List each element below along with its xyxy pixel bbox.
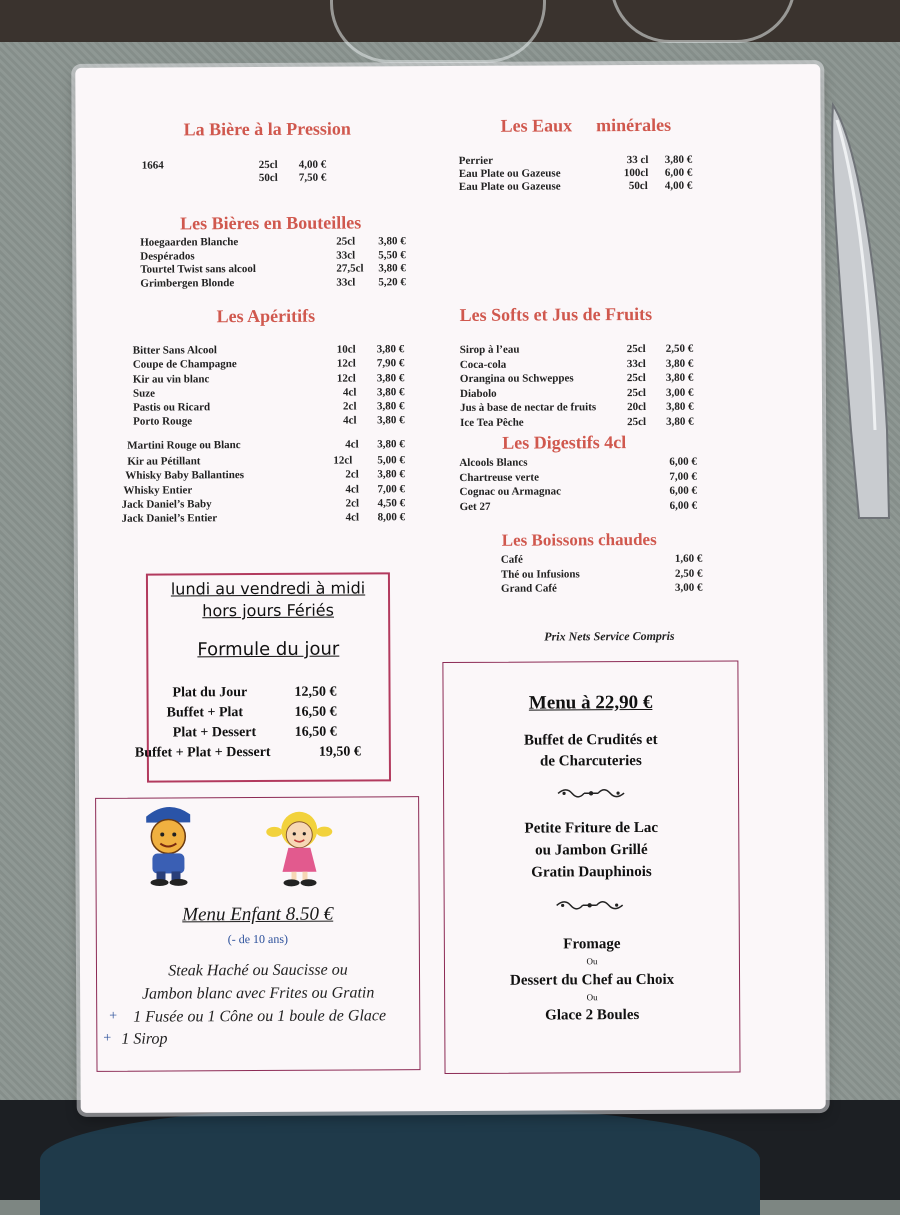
item-name: Jack Daniel’s Entier bbox=[121, 512, 218, 525]
item-name: Coupe de Champagne bbox=[132, 358, 237, 371]
item-price: 4,50 € bbox=[377, 497, 406, 510]
list-item bbox=[135, 704, 385, 721]
menu-2290-dessert: Dessert du Chef au Choix bbox=[509, 971, 675, 989]
item-name: Orangina ou Schweppes bbox=[459, 372, 574, 385]
girl-illustration-icon bbox=[264, 808, 334, 888]
item-name: Get 27 bbox=[459, 500, 491, 513]
item-size: 33cl bbox=[626, 357, 646, 370]
item-price: 5,20 € bbox=[378, 275, 406, 288]
item-price: 3,80 € bbox=[665, 371, 694, 384]
item-name: Grimbergen Blonde bbox=[140, 276, 235, 290]
item-size: 4cl bbox=[345, 483, 359, 496]
item-size: 4cl bbox=[343, 414, 357, 427]
item-size: 33cl bbox=[336, 275, 356, 289]
list-item bbox=[134, 744, 385, 761]
section-title-softs: Les Softs et Jus de Fruits bbox=[459, 303, 653, 325]
item-price: 3,80 € bbox=[376, 343, 405, 356]
item-name: Thé ou Infusions bbox=[500, 567, 580, 581]
list-item bbox=[135, 724, 385, 741]
item-price: 5,50 € bbox=[378, 248, 406, 261]
list-item: Eau Plate ou Gazeuse 50cl 4,00 € bbox=[458, 179, 693, 193]
item-price: 12,50 € bbox=[294, 684, 337, 700]
item-name: Tourtel Twist sans alcool bbox=[140, 263, 256, 276]
menu-enfant-box bbox=[95, 796, 420, 1072]
item-name: Porto Rouge bbox=[133, 415, 193, 428]
item-name: Coca-cola bbox=[459, 358, 507, 371]
item-price: 3,80 € bbox=[376, 386, 405, 399]
ornament-divider-icon bbox=[555, 898, 625, 912]
item-name: Buffet + Plat bbox=[166, 705, 244, 721]
list-item bbox=[459, 499, 730, 513]
item-name: Cognac ou Armagnac bbox=[459, 485, 561, 498]
item-price: 3,80 € bbox=[378, 235, 406, 248]
item-name: Plat + Dessert bbox=[172, 725, 257, 741]
item-name: Whisky Entier bbox=[123, 484, 193, 497]
item-price: 7,00 € bbox=[669, 470, 697, 483]
section-title-aperitifs: Les Apéritifs bbox=[216, 305, 316, 327]
list-item bbox=[127, 438, 433, 452]
item-size: 20cl bbox=[627, 400, 647, 414]
diner-sweater bbox=[40, 1105, 760, 1215]
item-price: 3,80 € bbox=[377, 468, 405, 481]
list-item bbox=[500, 552, 741, 566]
menu-enfant-line1: Steak Haché ou Saucisse ou bbox=[168, 961, 348, 980]
menu-2290-glace: Glace 2 Boules bbox=[545, 1007, 640, 1024]
plus-sign: + bbox=[109, 1008, 118, 1024]
list-item bbox=[459, 342, 730, 356]
list-item bbox=[132, 357, 433, 371]
item-price: 16,50 € bbox=[294, 704, 337, 720]
list-item bbox=[459, 470, 729, 484]
menu-2290-title: Menu à 22,90 € bbox=[528, 691, 653, 714]
list-item bbox=[132, 343, 433, 357]
section-title-eaux: Les Eaux minérales bbox=[500, 114, 672, 136]
item-name: Kir au Pétillant bbox=[127, 455, 201, 468]
formule-du-jour-box bbox=[134, 572, 391, 782]
item-name: Pastis ou Ricard bbox=[133, 401, 211, 414]
list-item bbox=[459, 484, 729, 498]
menu-2290-starter-1: Buffet de Crudités et bbox=[523, 731, 658, 749]
boy-illustration-icon bbox=[138, 802, 200, 886]
item-price: 3,80 € bbox=[376, 372, 405, 385]
list-item bbox=[459, 386, 730, 400]
item-name: Whisky Baby Ballantines bbox=[125, 469, 245, 482]
section-title-digestifs: Les Digestifs 4cl bbox=[502, 432, 627, 453]
item-size: 12cl bbox=[336, 357, 356, 370]
menu-2290-starter-2: de Charcuteries bbox=[539, 753, 642, 770]
item-size: 4cl bbox=[345, 511, 360, 524]
item-price: 5,00 € bbox=[377, 454, 405, 467]
item-price: 8,00 € bbox=[377, 511, 406, 524]
item-name: Martini Rouge ou Blanc bbox=[127, 439, 241, 452]
item-price: 19,50 € bbox=[318, 744, 361, 760]
menu-2290-main-3: Gratin Dauphinois bbox=[531, 863, 652, 881]
menu-2290-fromage: Fromage bbox=[563, 936, 621, 953]
ornament-divider-icon bbox=[556, 786, 626, 800]
list-item: Perrier 33 cl 3,80 € bbox=[458, 153, 693, 167]
menu-2290-ou-2: Ou bbox=[586, 992, 598, 1003]
list-item: Eau Plate ou Gazeuse 100cl 6,00 € bbox=[458, 166, 693, 180]
list-item bbox=[123, 483, 433, 497]
item-name: Jack Daniel’s Baby bbox=[121, 498, 212, 511]
item-size: 12cl bbox=[333, 454, 353, 467]
item-size: 2cl bbox=[345, 497, 360, 510]
list-item bbox=[500, 567, 741, 581]
item-size: 4cl bbox=[342, 386, 357, 399]
section-title-boissons-chaudes: Les Boissons chaudes bbox=[501, 529, 657, 550]
list-item bbox=[140, 262, 420, 276]
list-item bbox=[140, 248, 420, 263]
list-item: 1664 25cl 4,00 € bbox=[141, 158, 327, 172]
item-size: 2cl bbox=[343, 400, 357, 413]
item-size: 4cl bbox=[345, 438, 359, 451]
item-price: 7,00 € bbox=[377, 483, 406, 496]
item-name: Buffet + Plat + Dessert bbox=[134, 744, 271, 761]
menu-sheet bbox=[75, 64, 825, 1113]
item-price: 1,60 € bbox=[674, 552, 703, 565]
menu-enfant-extra2: 1 Sirop bbox=[121, 1030, 168, 1048]
item-price: 6,00 € bbox=[669, 484, 698, 497]
item-name: Grand Café bbox=[500, 582, 557, 595]
item-price: 3,00 € bbox=[674, 581, 703, 594]
list-item bbox=[459, 455, 729, 469]
list-item bbox=[459, 357, 730, 371]
menu-2290-main-2: ou Jambon Grillé bbox=[535, 841, 648, 859]
item-price: 3,80 € bbox=[665, 357, 694, 370]
item-price: 3,80 € bbox=[378, 262, 406, 275]
item-size: 33cl bbox=[336, 248, 356, 262]
item-name: Chartreuse verte bbox=[459, 471, 539, 484]
item-price: 3,80 € bbox=[377, 414, 405, 427]
knife-icon bbox=[815, 100, 895, 520]
item-name: Hoegaarden Blanche bbox=[140, 236, 239, 249]
item-name: Ice Tea Pêche bbox=[460, 416, 524, 429]
plus-sign: + bbox=[103, 1030, 112, 1046]
list-item bbox=[500, 581, 741, 595]
item-name: Sirop à l’eau bbox=[459, 343, 520, 356]
item-size: 25cl bbox=[627, 415, 647, 428]
item-price: 2,50 € bbox=[674, 567, 703, 580]
list-item bbox=[460, 415, 730, 429]
prix-nets-note: Prix Nets Service Compris bbox=[544, 628, 675, 644]
list-item bbox=[460, 400, 730, 414]
menu-2290-main-1: Petite Friture de Lac bbox=[524, 819, 659, 837]
item-price: 3,80 € bbox=[666, 415, 694, 428]
item-price: 6,00 € bbox=[669, 499, 698, 512]
item-price: 3,00 € bbox=[665, 386, 694, 399]
menu-2290-box bbox=[442, 660, 740, 1074]
list-item: 50cl 7,50 € bbox=[258, 171, 327, 184]
list-item bbox=[133, 400, 433, 414]
item-price: 3,80 € bbox=[377, 438, 405, 451]
list-item bbox=[135, 684, 385, 701]
list-item bbox=[121, 497, 434, 511]
menu-enfant-title: Menu Enfant 8.50 € bbox=[182, 903, 334, 926]
menu-enfant-extra1: 1 Fusée ou 1 Cône ou 1 boule de Glace bbox=[133, 1007, 387, 1026]
list-item bbox=[125, 468, 433, 482]
item-size: 10cl bbox=[336, 343, 356, 356]
item-name: Bitter Sans Alcool bbox=[132, 344, 217, 357]
list-item bbox=[121, 511, 434, 525]
list-item bbox=[459, 371, 730, 385]
list-item bbox=[127, 454, 433, 468]
item-name: Suze bbox=[132, 387, 156, 400]
item-price: 16,50 € bbox=[294, 724, 337, 740]
item-name: Alcools Blancs bbox=[459, 456, 528, 469]
item-name: Despérados bbox=[140, 249, 195, 263]
item-price: 2,50 € bbox=[665, 342, 694, 355]
formule-holidays: hors jours Fériés bbox=[202, 600, 335, 621]
list-item bbox=[132, 372, 433, 386]
list-item bbox=[132, 386, 433, 400]
menu-2290-ou-1: Ou bbox=[586, 956, 598, 967]
item-price: 3,80 € bbox=[377, 400, 405, 413]
item-name: Kir au vin blanc bbox=[132, 373, 210, 386]
item-price: 7,90 € bbox=[376, 357, 405, 370]
list-item bbox=[140, 235, 420, 249]
item-name: Diabolo bbox=[459, 387, 497, 400]
item-size: 25cl bbox=[336, 235, 356, 248]
item-name: Café bbox=[500, 553, 523, 566]
formule-days: lundi au vendredi à midi bbox=[170, 578, 366, 599]
item-size: 27,5cl bbox=[336, 262, 364, 275]
section-title-bieres-bouteilles: Les Bières en Bouteilles bbox=[180, 212, 362, 234]
menu-enfant-age: (- de 10 ans) bbox=[227, 931, 289, 947]
item-name: Jus à base de nectar de fruits bbox=[460, 401, 597, 414]
item-size: 12cl bbox=[336, 372, 356, 385]
section-title-biere-pression: La Bière à la Pression bbox=[183, 118, 351, 140]
wine-glass-base bbox=[330, 0, 546, 63]
item-price: 3,80 € bbox=[666, 400, 694, 413]
item-name: Plat du Jour bbox=[172, 685, 248, 701]
item-size: 2cl bbox=[345, 468, 359, 481]
menu-enfant-line2: Jambon blanc avec Frites ou Gratin bbox=[141, 984, 375, 1003]
item-size: 25cl bbox=[626, 371, 646, 385]
list-item bbox=[140, 275, 420, 290]
list-item bbox=[133, 414, 433, 428]
formule-title: Formule du jour bbox=[197, 638, 340, 661]
girl-dress-icon bbox=[282, 848, 316, 872]
item-price: 6,00 € bbox=[669, 455, 697, 468]
item-size: 25cl bbox=[626, 386, 646, 399]
item-size: 25cl bbox=[626, 342, 646, 356]
